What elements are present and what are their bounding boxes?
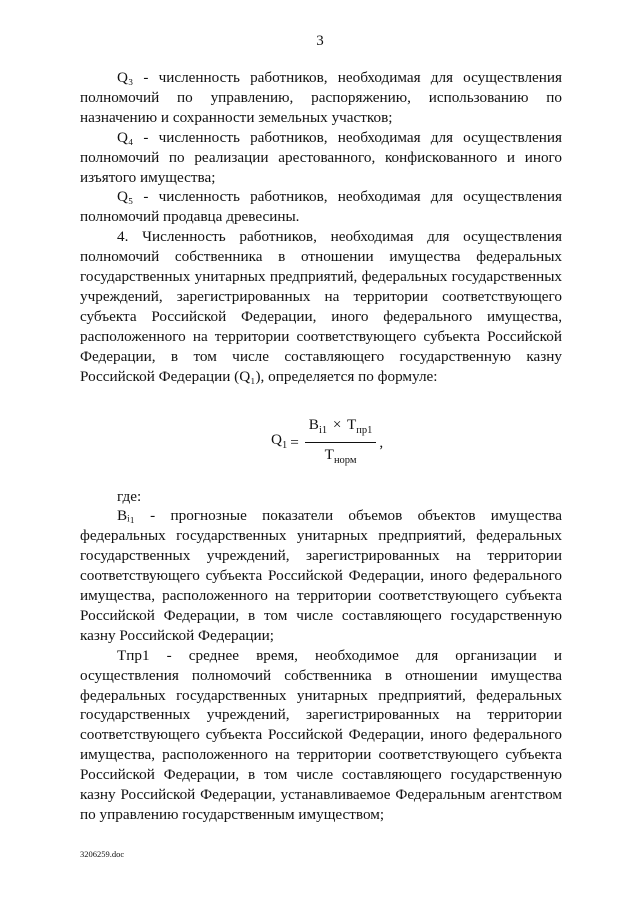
document-body bbox=[80, 68, 562, 825]
formula-equals: = bbox=[290, 433, 299, 451]
formula-denominator: $T_{норм}$ bbox=[324, 446, 357, 467]
paragraph-q4: Q₄ - численность работников, необходимая для осуществления полномочий по реализации арестованного, конфискованного и иного изъятого имущества; bbox=[80, 128, 562, 186]
formula bbox=[271, 415, 383, 472]
paragraph-where: где: bbox=[117, 487, 142, 505]
paragraph-tpr1: Tпр1 - среднее время, необходимое для организации и осуществления полномочий собственника в отношении имущества федеральных государственных унитарных предприятий, федеральных государственных учреждений, зарегистрированных на территории соответствующего субъекта Российской Федерации, иного федерального имущества, расположенного на территории соответствующего субъекта Российской Федерации, в том числе составляющего государственную казну Российской Федерации, устанавливаемое Федеральным агентством по управлению государственным имуществом; bbox=[80, 646, 562, 823]
footer-filename: 3206259.doc bbox=[80, 849, 125, 859]
formula-block bbox=[80, 395, 562, 487]
formula-numerator: $B_{i1} \times T_{пр1}$ bbox=[308, 415, 373, 436]
paragraph-q3: Q₃ - численность работников, необходимая для осуществления полномочий по управлению, распоряжению, использованию по назначению и сохранности земельных участков; bbox=[80, 69, 562, 126]
formula-trailing-comma: , bbox=[379, 433, 384, 451]
paragraph-q5: Q₅ - численность работников, необходимая для осуществления полномочий продавца древесины. bbox=[80, 188, 562, 226]
formula-fraction bbox=[305, 415, 377, 472]
paragraph-item-4: 4. Численность работников, необходимая для осуществления полномочий собственника в отношении имущества федеральных государственных унитарных предприятий, федеральных государственных учреждений, зарегистрированных на территории соответствующего субъекта Российской Федерации, иного федерального имущества, расположенного на территории соответствующего субъекта Российской Федерации, в том числе составляющего государственную казну Российской Федерации (Q₁), определяется по формуле: bbox=[80, 228, 562, 385]
page-number: 3 bbox=[316, 33, 324, 49]
paragraph-bi1: Bᵢ₁ - прогнозные показатели объемов объектов имущества федеральных государственных унитарных предприятий, федеральных государственных учреждений, зарегистрированных на территории соответствующего субъекта Российской Федерации, иного федерального имущества, расположенного на территории соответствующего субъекта Российской Федерации, в том числе составляющего государственную казну Российской Федерации; bbox=[80, 507, 562, 644]
formula-lhs: $Q_1$ bbox=[271, 430, 288, 451]
